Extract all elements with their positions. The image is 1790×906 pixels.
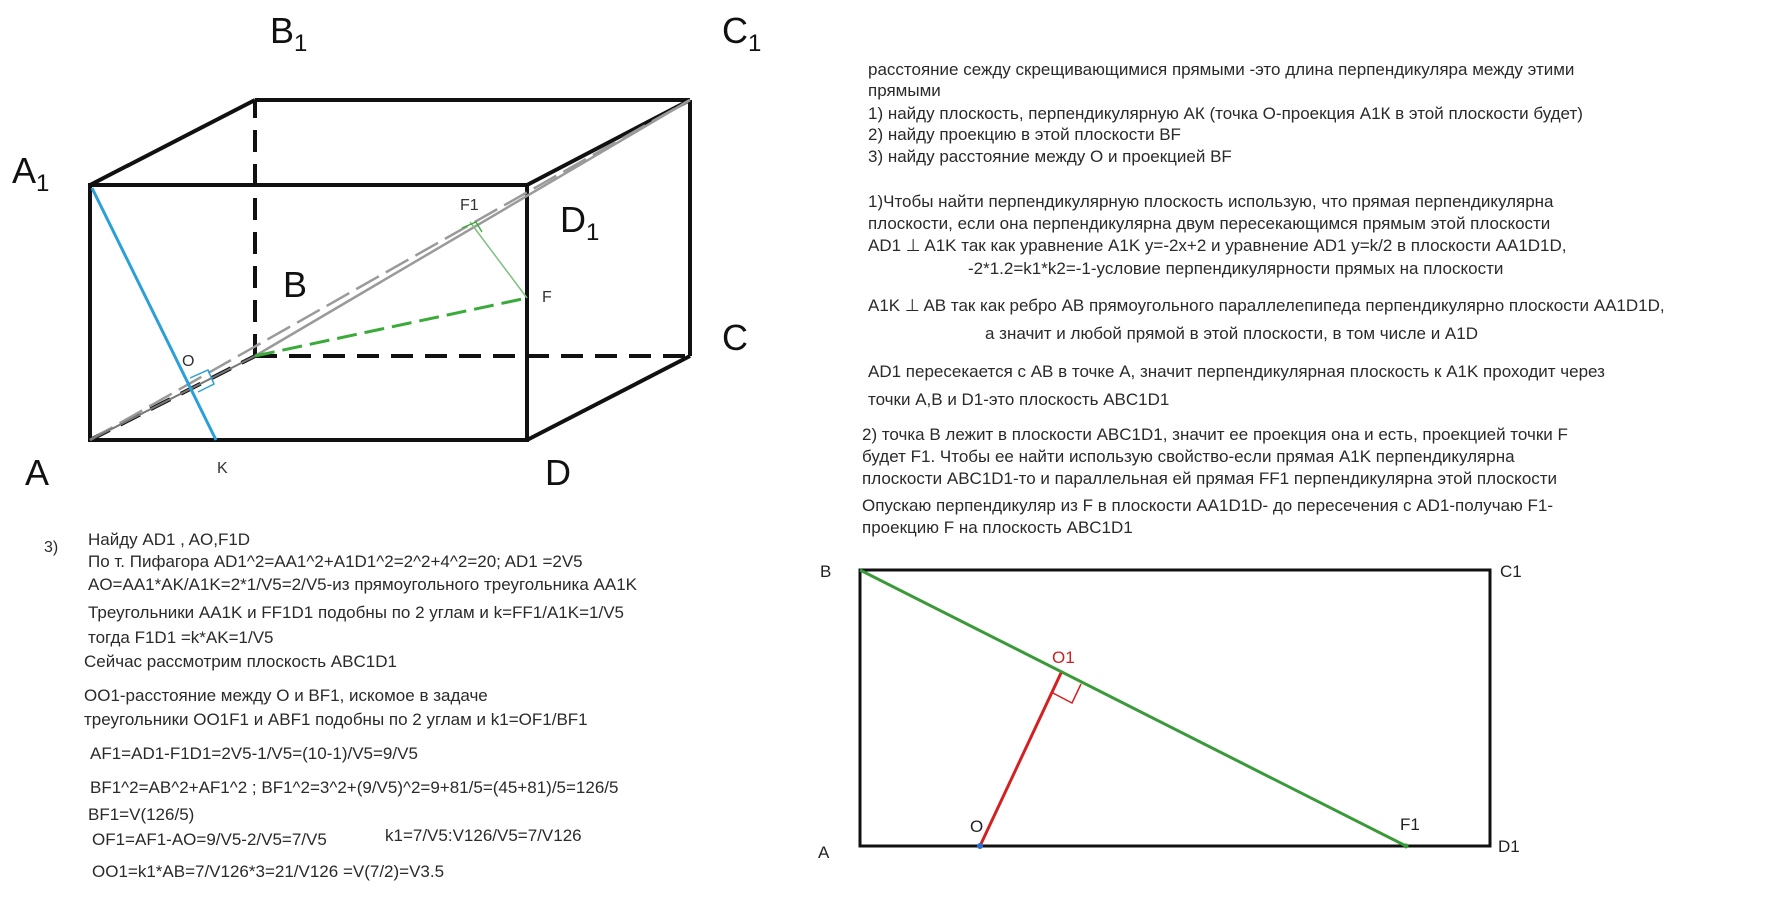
calc-line: OO1-расстояние между О и BF1, искомое в задаче (84, 686, 488, 705)
text-line: AD1 ⊥ A1K так как уравнение A1K y=-2x+2 и уравнение AD1 y=k/2 в плоскости АA1D1D, (868, 236, 1567, 255)
rect-abc1d1 (860, 570, 1490, 846)
label-a: A (818, 843, 830, 862)
label-b: B (283, 264, 308, 305)
calc-line: тогда F1D1 =k*AK=1/V5 (88, 628, 274, 647)
calc-line: BF1=V(126/5) (88, 805, 195, 824)
calc-line: AO=AA1*AK/A1K=2*1/V5=2/V5-из прямоугольного треугольника AA1K (88, 575, 638, 594)
edge-a1-b1 (90, 100, 255, 185)
segment-a1-k (92, 188, 216, 440)
calc-line: треугольники OO1F1 и ABF1 подобны по 2 углам и k1=OF1/BF1 (84, 710, 588, 729)
text-line: а значит и любой прямой в этой плоскости, в том числе и A1D (985, 324, 1478, 343)
text-line: 1)Чтобы найти перпендикулярную плоскость использую, что прямая перпендикулярна (868, 192, 1554, 211)
text-line: Опускаю перпендикуляр из F в плоскости AA1D1D- до пересечения с AD1-получаю F1- (862, 496, 1553, 515)
calc-line: AF1=AD1-F1D1=2V5-1/V5=(10-1)/V5=9/V5 (90, 744, 418, 763)
text-line: -2*1.2=k1*k2=-1-условие перпендикулярности прямых на плоскости (968, 259, 1504, 278)
text-line: 1) найду плоскость, перпендикулярную АК (точка О-проекция А1К в этой плоскости будет) (868, 104, 1583, 123)
text-line: A1K ⊥ AB так как ребро АВ прямоугольного параллелепипеда перпендикулярно плоскости AA1D1D, (868, 296, 1665, 315)
text-line: точки A,B и D1-это плоскость ABC1D1 (868, 390, 1170, 409)
edge-d-c (527, 356, 690, 440)
step-number: 3) (44, 539, 59, 556)
text-line: 2) точка В лежит в плоскости ABC1D1, значит ее проекция она и есть, проекцией точки F (862, 425, 1568, 444)
segment-f-f1 (470, 222, 527, 298)
text-line: AD1 пересекается с AB в точке А, значит перпендикулярная плоскость к A1K проходит через (868, 362, 1605, 381)
point-f1 (1404, 844, 1409, 849)
calc-line: k1=7/V5:V126/V5=7/V126 (385, 826, 582, 845)
label-c1: $C_1$ (722, 10, 762, 57)
calc-line: OO1=k1*AB=7/V126*3=21/V126 =V(7/2)=V3.5 (92, 862, 445, 881)
label-d1: D1 (1498, 837, 1520, 856)
label-d: D (545, 452, 571, 493)
text-line: 3) найду расстояние между О и проекцией BF (868, 147, 1232, 166)
calc-line: По т. Пифагора AD1^2=AA1^2+A1D1^2=2^2+4^2=20; AD1 =2V5 (88, 552, 583, 571)
calc-line: Сейчас рассмотрим плоскость ABC1D1 (84, 652, 397, 671)
calc-line: Треугольники AA1K и FF1D1 подобны по 2 углам и k=FF1/A1K=1/V5 (88, 603, 624, 622)
segment-a-b-solid (90, 356, 255, 440)
text-line: прямыми (868, 81, 941, 100)
text-line: будет F1. Чтобы ее найти использую свойство-если прямая A1K перпендикулярна (862, 447, 1515, 466)
label-k: K (217, 460, 228, 477)
text-line: плоскости ABC1D1-то и параллельная ей прямая FF1 перпендикулярна этой плоскости (862, 469, 1558, 488)
point-o (977, 843, 983, 849)
label-d1: $D_1$ (560, 199, 600, 246)
diagonal-a-c1 (90, 100, 690, 440)
label-o1: O1 (1052, 648, 1075, 667)
label-a: A (25, 452, 50, 493)
label-a1: $A_1$ (12, 150, 50, 197)
diagonal-b-f1 (860, 570, 1406, 846)
text-line: расстояние сежду скрещивающимися прямыми -это длина перпендикуляра между этими (868, 60, 1575, 79)
text-line: проекцию F на плоскость ABC1D1 (862, 518, 1133, 537)
label-b: B (820, 562, 832, 581)
calc-line: BF1^2=AB^2+AF1^2 ; BF1^2=3^2+(9/V5)^2=9+81/5=(45+81)/5=126/5 (90, 778, 619, 797)
text-line: 2) найду проекцию в этой плоскости BF (868, 125, 1181, 144)
label-c: C (722, 317, 748, 358)
label-f: F (542, 289, 552, 306)
label-o: O (970, 817, 984, 836)
calc-line: OF1=AF1-AO=9/V5-2/V5=7/V5 (92, 830, 327, 849)
text-line: плоскости, если она перпендикулярна двум пересекающимся прямым этой плоскости (868, 214, 1551, 233)
label-c1: C1 (1500, 562, 1522, 581)
label-f1: F1 (1400, 815, 1420, 834)
segment-b-f (255, 298, 527, 356)
rectangle-diagram (800, 540, 1520, 870)
label-o: O (182, 353, 195, 370)
label-b1: $B_1$ (270, 10, 308, 57)
label-f1: F1 (460, 197, 479, 214)
prism-diagram (0, 0, 760, 500)
segment-o-o1 (980, 673, 1061, 846)
calc-line: Найду AD1 , AO,F1D (88, 530, 251, 549)
